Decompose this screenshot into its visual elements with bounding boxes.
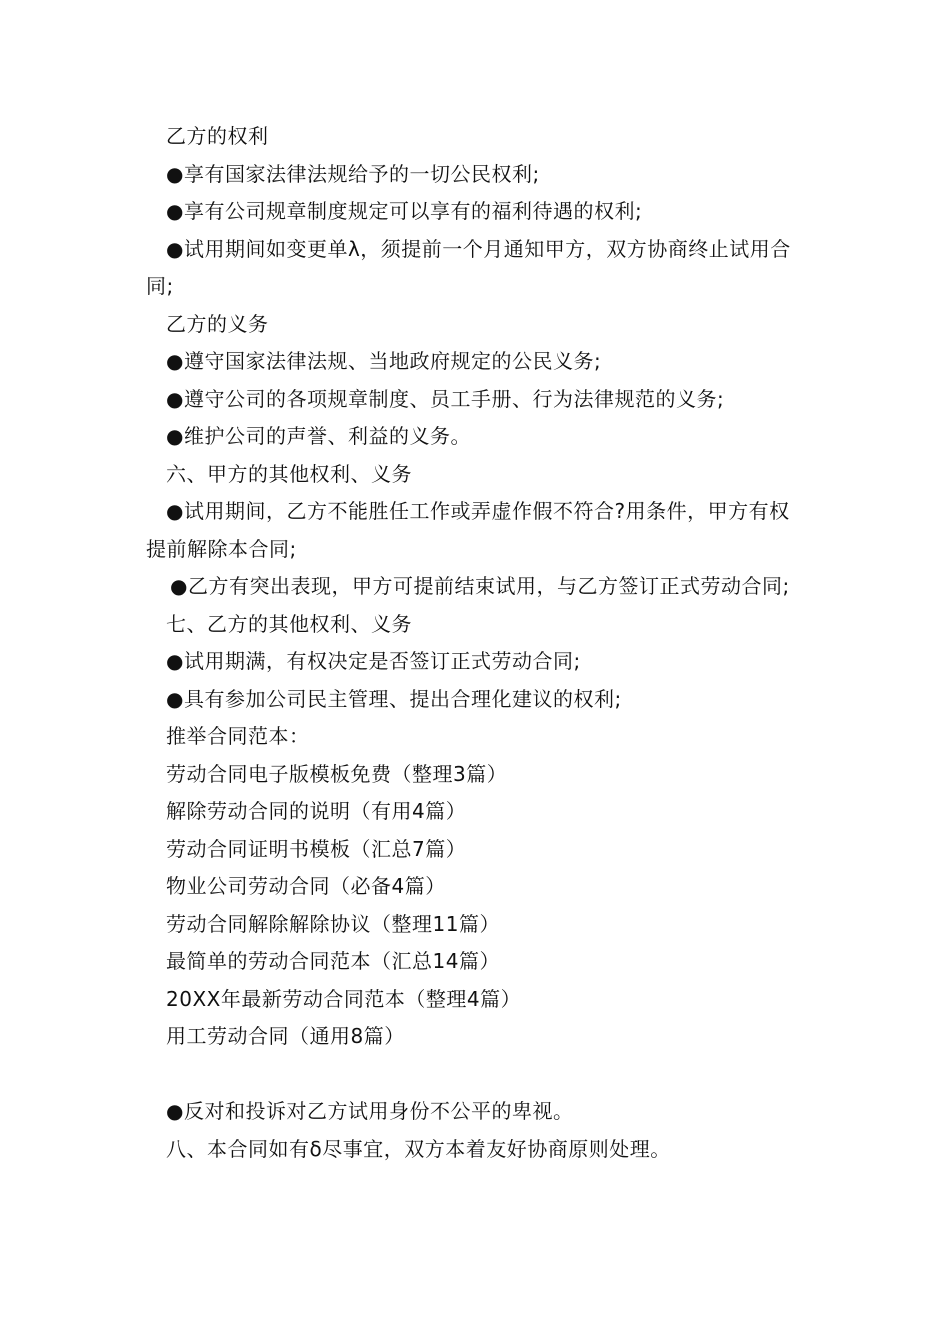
template-list-item: 解除劳动合同的说明（有用4篇） — [166, 799, 467, 823]
section-heading-party-b-rights: 乙方的权利 — [166, 124, 269, 148]
bullet-paragraph: ●具有参加公司民主管理、提出合理化建议的权利; — [166, 686, 622, 711]
template-list-item: 最简单的劳动合同范本（汇总14篇） — [166, 949, 500, 973]
bullet-paragraph: ●享有公司规章制度规定可以享有的福利待遇的权利; — [166, 199, 643, 223]
blank-line — [146, 1056, 810, 1094]
bullet-paragraph: ●享有国家法律法规给予的一切公民权利; — [166, 161, 540, 186]
template-list-item: 劳动合同电子版模板免费（整理3篇） — [166, 761, 508, 786]
bullet-paragraph: ●试用期间，乙方不能胜任工作或弄虚作假不符合?用条件，甲方有权提前解除本合同; — [146, 499, 790, 561]
bullet-paragraph: ●遵守公司的各项规章制度、员工手册、行为法律规范的义务; — [166, 386, 725, 411]
section-heading-seven: 七、乙方的其他权利、义务 — [166, 611, 412, 636]
template-list-item: 用工劳动合同（通用8篇） — [166, 1024, 405, 1048]
template-list-item: 劳动合同解除解除协议（整理11篇） — [166, 911, 500, 936]
document-body — [146, 118, 810, 1168]
section-heading-party-b-obligations: 乙方的义务 — [166, 311, 269, 336]
section-heading-six: 六、甲方的其他权利、义务 — [166, 461, 412, 486]
bullet-paragraph: ●遵守国家法律法规、当地政府规定的公民义务; — [166, 349, 602, 373]
bullet-paragraph: ●反对和投诉对乙方试用身份不公平的卑视。 — [166, 1099, 574, 1123]
bullet-paragraph: ●维护公司的声誉、利益的义务。 — [166, 424, 471, 448]
template-list-item: 20XX年最新劳动合同范本（整理4篇） — [166, 986, 522, 1011]
template-list-item: 物业公司劳动合同（必备4篇） — [166, 874, 446, 898]
template-list-item: 劳动合同证明书模板（汇总7篇） — [166, 836, 467, 861]
bullet-paragraph: ●试用期间如变更单λ，须提前一个月通知甲方，双方协商终止试用合同; — [146, 236, 791, 298]
bullet-paragraph: ●乙方有突出表现，甲方可提前结束试用，与乙方签订正式劳动合同; — [170, 574, 790, 598]
recommended-templates-heading: 推举合同范本： — [166, 724, 310, 748]
bullet-paragraph: ●试用期满，有权决定是否签订正式劳动合同; — [166, 649, 581, 673]
section-heading-eight: 八、本合同如有δ尽事宜，双方本着友好协商原则处理。 — [166, 1136, 671, 1161]
